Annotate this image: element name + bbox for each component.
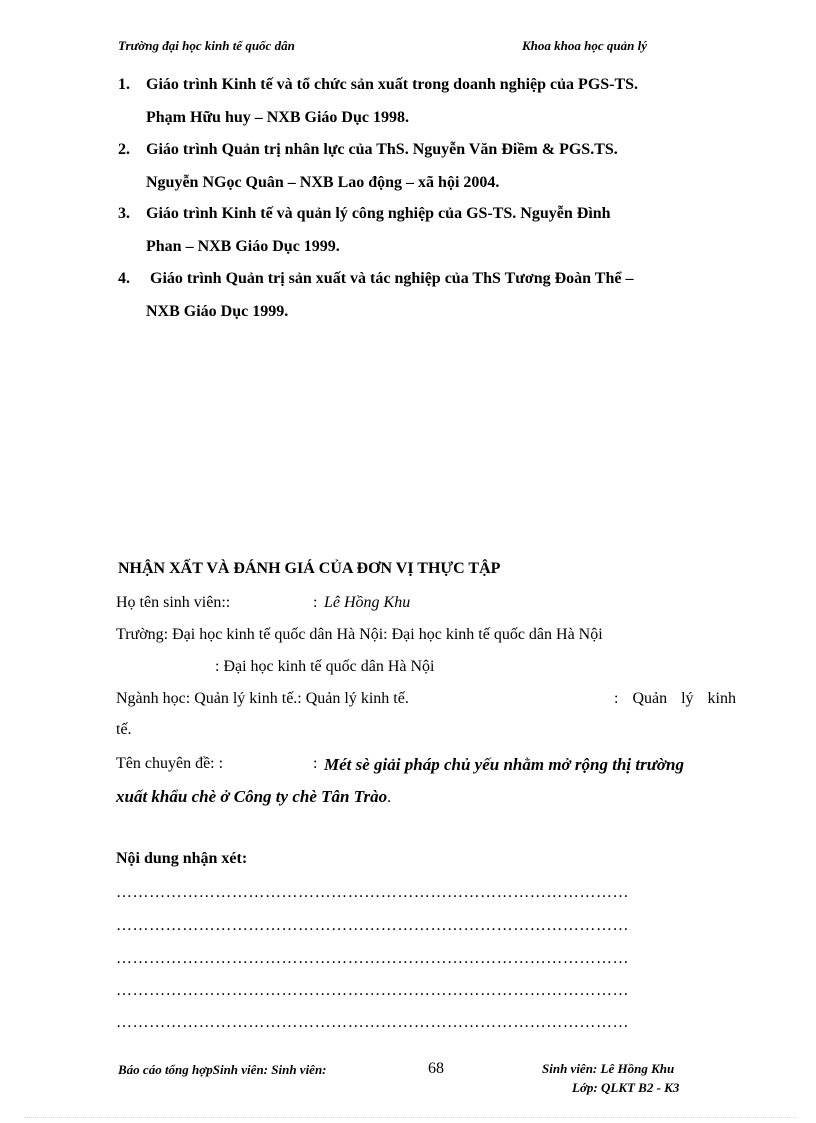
reference-line: Giáo trình Kinh tế và tổ chức sản xuất trong doanh nghiệp của PGS-TS. [146,76,639,93]
reference-line: Giáo trình Quản trị nhân lực của ThS. Nguyễn Văn Điềm & PGS.TS. [146,141,618,158]
reference-line: Giáo trình Quản trị sản xuất và tác nghiệp của ThS Tương Đoàn Thể – [150,270,634,287]
comments-label: Nội dung nhận xét: [116,850,248,867]
reference-item [0,141,816,201]
reference-number: 2. [118,141,130,158]
page-number: 68 [428,1060,444,1077]
reference-item [0,270,816,330]
reference-number: 3. [118,205,130,222]
reference-line: Phạm Hữu huy – NXB Giáo Dục 1998. [146,109,409,126]
comment-dotted-line: ………………………………………………………………………………… [116,884,630,901]
evaluation-title: NHẬN XẤT VÀ ĐÁNH GIÁ CỦA ĐƠN VỊ THỰC TẬP [118,560,501,577]
reference-line: Giáo trình Kinh tế và quản lý công nghiệp của GS-TS. Nguyễn Đình [146,205,611,222]
reference-item [0,76,816,136]
footer-report-label: Báo cáo tổng hợpSinh viên: Sinh viên: [118,1062,327,1077]
footer-student: Sinh viên: Lê Hồng Khu [542,1061,675,1076]
footer-class: Lớp: QLKT B2 - K3 [572,1080,680,1095]
reference-line: Phan – NXB Giáo Dục 1999. [146,238,340,255]
topic-title-line2-wrap [116,787,391,807]
student-name-value: Lê Hồng Khu [324,594,411,611]
comment-dotted-line: ………………………………………………………………………………… [116,1014,630,1031]
reference-item [0,205,816,265]
major-line-wrap: tế. [116,721,132,738]
school-line: Trường: Đại học kinh tế quốc dân Hà Nội: Đại học kinh tế quốc dân Hà Nội [116,626,603,643]
comment-dotted-line: ………………………………………………………………………………… [116,917,630,934]
topic-title-line1: Mét sè giải pháp chủ yếu nhằm mở rộng thị trường [324,755,684,774]
header-faculty: Khoa khoa học quản lý [522,38,647,53]
school-line-continued: : Đại học kinh tế quốc dân Hà Nội [215,658,435,675]
major-line-right: : Quản lý kinh [614,690,736,707]
comment-dotted-line: ………………………………………………………………………………… [116,982,630,999]
reference-line: NXB Giáo Dục 1999. [146,303,289,320]
topic-title-end: . [387,789,392,806]
student-name-label: Họ tên sinh viên:: [116,594,231,611]
topic-title-line2: xuất khẩu chè ở Công ty chè Tân Trào [116,787,388,806]
comment-dotted-line: ………………………………………………………………………………… [116,950,630,967]
reference-number: 1. [118,76,130,93]
major-line: Ngành học: Quản lý kinh tế.: Quản lý kinh tế. [116,690,409,707]
reference-line: Nguyễn NGọc Quân – NXB Lao động – xã hội 2004. [146,174,500,191]
page-edge-divider [24,1117,796,1118]
topic-label: Tên chuyên đề: : [116,755,224,772]
header-school: Trường đại học kinh tế quốc dân [118,38,295,53]
student-name-separator: : [313,594,318,611]
reference-number: 4. [118,270,130,287]
topic-separator: : [313,755,318,772]
